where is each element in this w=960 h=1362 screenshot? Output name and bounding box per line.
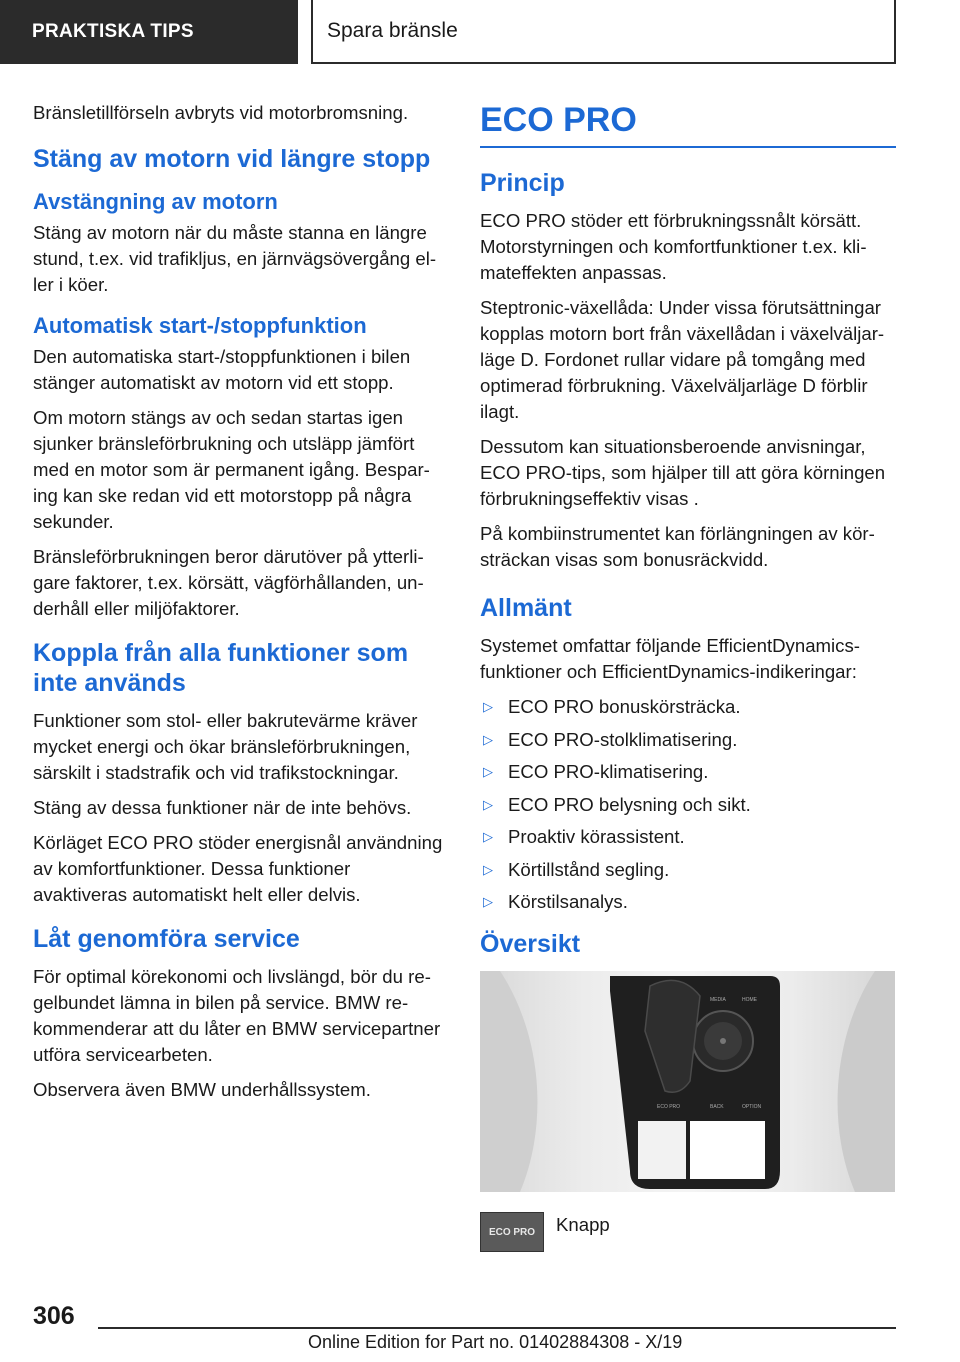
right-column — [480, 100, 896, 1252]
svg-text:HOME: HOME — [742, 997, 757, 1003]
triangle-bullet-icon: ▷ — [483, 731, 493, 747]
page-title: Spara bränsle — [311, 0, 896, 64]
paragraph-functions-2: Stäng av dessa funktioner när de inte behövs. — [33, 797, 412, 818]
list-item: ▷ ECO PRO-klimatisering. — [480, 759, 896, 785]
heading-auto-start-stop: Automatisk start-/stoppfunktion — [33, 313, 367, 338]
svg-text:MEDIA: MEDIA — [710, 997, 726, 1003]
triangle-bullet-icon: ▷ — [483, 894, 493, 909]
page-footer — [0, 1296, 960, 1362]
heading-overview: Översikt — [480, 930, 581, 958]
paragraph-principle-2: Steptronic-växellåda: Under vissa förutsättningar kopplas motorn bort från växellådan i växelväljarläge D. Fordonet rullar vidare på tomgång med optimerad förbrukning. Växelväljarläge D förblir ilagt. — [480, 297, 885, 422]
heading-engine-stop: Stäng av motorn vid längre stopp — [33, 145, 431, 173]
edition-text: Online Edition for Part no. 01402884308 - X/19 — [308, 1332, 683, 1352]
heading-engine-shutoff: Avstängning av motorn — [33, 189, 278, 214]
heading-general: Allmänt — [480, 594, 572, 622]
paragraph-service-1: För optimal körekonomi och livslängd, bör du regelbundet lämna in bilen på service. BMW rekommenderar att du låter en BMW servicepartner utföra servicearbeten. — [33, 966, 441, 1065]
paragraph-service-2: Observera även BMW underhållssystem. — [33, 1079, 371, 1100]
heading-eco-pro: ECO PRO — [480, 100, 896, 148]
paragraph-principle-4: På kombiinstrumentet kan förlängningen av körsträckan visas som bonusräckvidd. — [480, 523, 875, 570]
intro-text: Bränsletillförseln avbryts vid motorbromsning. — [33, 102, 409, 123]
list-item: ▷ Proaktiv körassistent. — [480, 824, 896, 850]
heading-principle: Princip — [480, 169, 565, 197]
list-item: ▷ ECO PRO bonuskörsträcka. — [480, 694, 896, 720]
page-number: 306 — [33, 1302, 75, 1330]
paragraph-general: Systemet omfattar följande EfficientDynamics-funktioner och EfficientDynamics-indikeringar: — [480, 635, 860, 682]
heading-unused-functions: Koppla från alla funktioner som inte används — [33, 639, 409, 697]
list-item: ▷ Körstilsanalys. — [480, 889, 896, 915]
paragraph-shutoff: Stäng av motorn när du måste stanna en längre stund, t.ex. vid trafikljus, en järnvägsövergång eller i köer. — [33, 222, 437, 295]
button-label: Knapp — [556, 1214, 610, 1235]
svg-text:OPTION: OPTION — [742, 1104, 762, 1110]
list-item: ▷ Körtillstånd segling. — [480, 857, 896, 883]
heading-service: Låt genomföra service — [33, 925, 300, 953]
paragraph-auto-2: Om motorn stängs av och sedan startas igen sjunker bränsleförbrukning och utsläpp jämfört med en motor som är permanent igång. Besparing kan ske redan vid ett motorstopp på några sekunder. — [33, 407, 430, 532]
triangle-bullet-icon: ▷ — [483, 861, 493, 877]
center-console-image — [480, 971, 895, 1192]
feature-list — [480, 694, 896, 915]
triangle-bullet-icon: ▷ — [483, 796, 493, 812]
paragraph-principle-3: Dessutom kan situationsberoende anvisningar, ECO PRO-tips, som hjälper till att göra körningen förbrukningseffektiv visas . — [480, 436, 886, 509]
page-header — [0, 0, 960, 66]
paragraph-principle-1: ECO PRO stöder ett förbrukningssnålt körsätt. Motorstyrningen och komfortfunktioner t.ex. klimateffekten anpassas. — [480, 210, 867, 283]
footer-divider — [98, 1327, 896, 1329]
triangle-bullet-icon: ▷ — [483, 699, 493, 714]
list-item: ▷ ECO PRO belysning och sikt. — [480, 792, 896, 818]
eco-pro-button-icon: ECO PRO — [480, 1212, 544, 1252]
triangle-bullet-icon: ▷ — [483, 829, 493, 844]
triangle-bullet-icon: ▷ — [483, 764, 493, 779]
paragraph-auto-3: Bränsleförbrukningen beror därutöver på ytterligare faktorer, t.ex. körsätt, vägförhållanden, underhåll eller miljöfaktorer. — [33, 546, 424, 619]
paragraph-auto-1: Den automatiska start-/stoppfunktionen i bilen stänger automatiskt av motorn vid ett stopp. — [33, 346, 411, 393]
list-item: ▷ ECO PRO-stolklimatisering. — [480, 727, 896, 753]
svg-text:ECO PRO: ECO PRO — [657, 1104, 681, 1110]
left-column — [33, 100, 447, 1112]
button-legend — [480, 1212, 896, 1252]
paragraph-functions-1: Funktioner som stol- eller bakrutevärme kräver mycket energi och ökar bränsleförbrukningen, särskilt i stadstrafik och vid trafikstockningar. — [33, 710, 418, 783]
section-tab: PRAKTISKA TIPS — [0, 0, 298, 64]
paragraph-functions-3: Körläget ECO PRO stöder energisnål användning av komfortfunktioner. Dessa funktioner avaktiveras automatiskt helt eller delvis. — [33, 832, 443, 905]
svg-text:BACK: BACK — [710, 1104, 724, 1110]
